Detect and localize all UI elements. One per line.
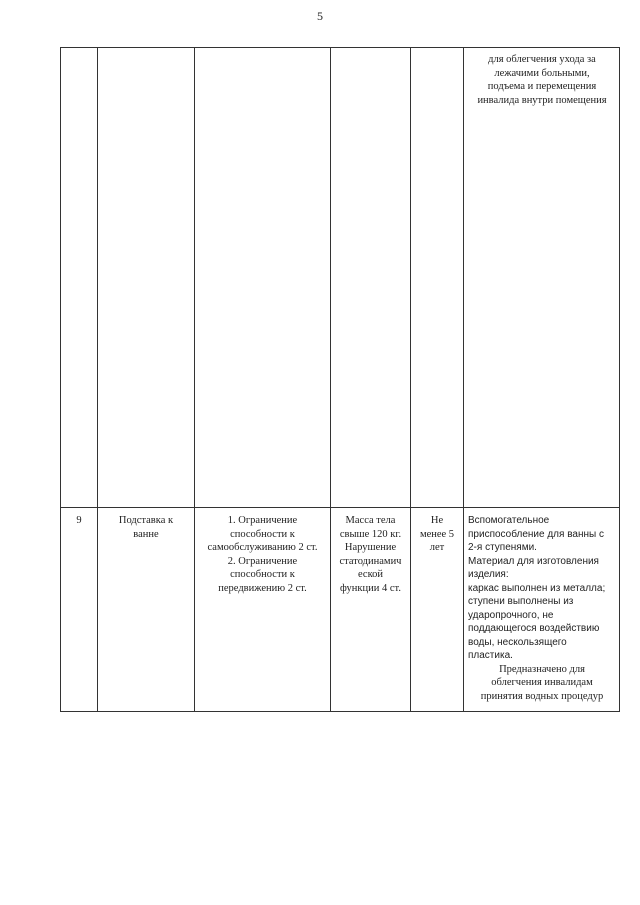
table (60, 47, 620, 712)
column-divider (330, 48, 331, 711)
text-line: подъема и перемещения (487, 81, 597, 92)
row-number-cell (61, 514, 97, 528)
text-line: свыше 120 кг. (339, 528, 402, 540)
row-divider (61, 507, 619, 508)
text-line: каркас выполнен из металла; (468, 582, 606, 594)
text-line: 2. Ограничение (227, 555, 298, 567)
text-line: 1. Ограничение (227, 515, 298, 526)
text-line: самообслуживанию 2 ст. (207, 542, 318, 553)
term-of-use-cell (411, 514, 463, 555)
text-line: изделия: (468, 569, 509, 580)
text-line: приспособление для ванны с (468, 528, 604, 540)
text-line: еской (357, 569, 384, 580)
row-number: 9 (76, 515, 82, 526)
medical-indications-cell (331, 514, 410, 595)
product-description-cell (464, 514, 620, 703)
text-line: способности к (230, 569, 295, 580)
product-name-cell (98, 514, 194, 541)
text-line: статодинамич (339, 555, 402, 567)
text-line: Нарушение (344, 542, 397, 553)
continued-description-cell (464, 53, 620, 107)
text-line: принятия водных процедур (480, 690, 604, 702)
text-line: Предназначено для (499, 663, 585, 675)
limitations-cell (195, 514, 330, 595)
text-line: лежачими больными, (494, 67, 590, 79)
text-line: Вспомогательное (468, 515, 550, 526)
text-line: пластика. (468, 650, 513, 661)
page-number: 5 (317, 9, 323, 23)
text-line: воды, нескользящего (468, 636, 567, 648)
text-line: Материал для изготовления (468, 555, 599, 567)
text-line: способности к (230, 528, 295, 540)
text-line: ванне (133, 528, 159, 540)
purpose-text (464, 663, 620, 704)
text-line: облегчения инвалидам (491, 677, 593, 688)
text-line: Подставка к (118, 515, 174, 526)
text-line: ступени выполнены из (468, 596, 574, 607)
text-line: функции 4 ст. (340, 582, 401, 594)
description-text (464, 514, 620, 663)
text-line: передвижению 2 ст. (218, 582, 307, 594)
text-line: Не (430, 515, 444, 526)
column-divider (97, 48, 98, 711)
text-line: менее 5 (419, 528, 455, 540)
text-line: ударопрочного, не (468, 609, 554, 621)
text-line: 2-я ступенями. (468, 542, 537, 553)
column-divider (410, 48, 411, 711)
text-line: лет (429, 542, 445, 553)
text-line: для облегчения ухода за (488, 54, 596, 65)
text-line: поддающегося воздействию (468, 623, 600, 634)
text-line: инвалида внутри помещения (477, 94, 607, 106)
text-line: Масса тела (345, 515, 396, 526)
column-divider (194, 48, 195, 711)
